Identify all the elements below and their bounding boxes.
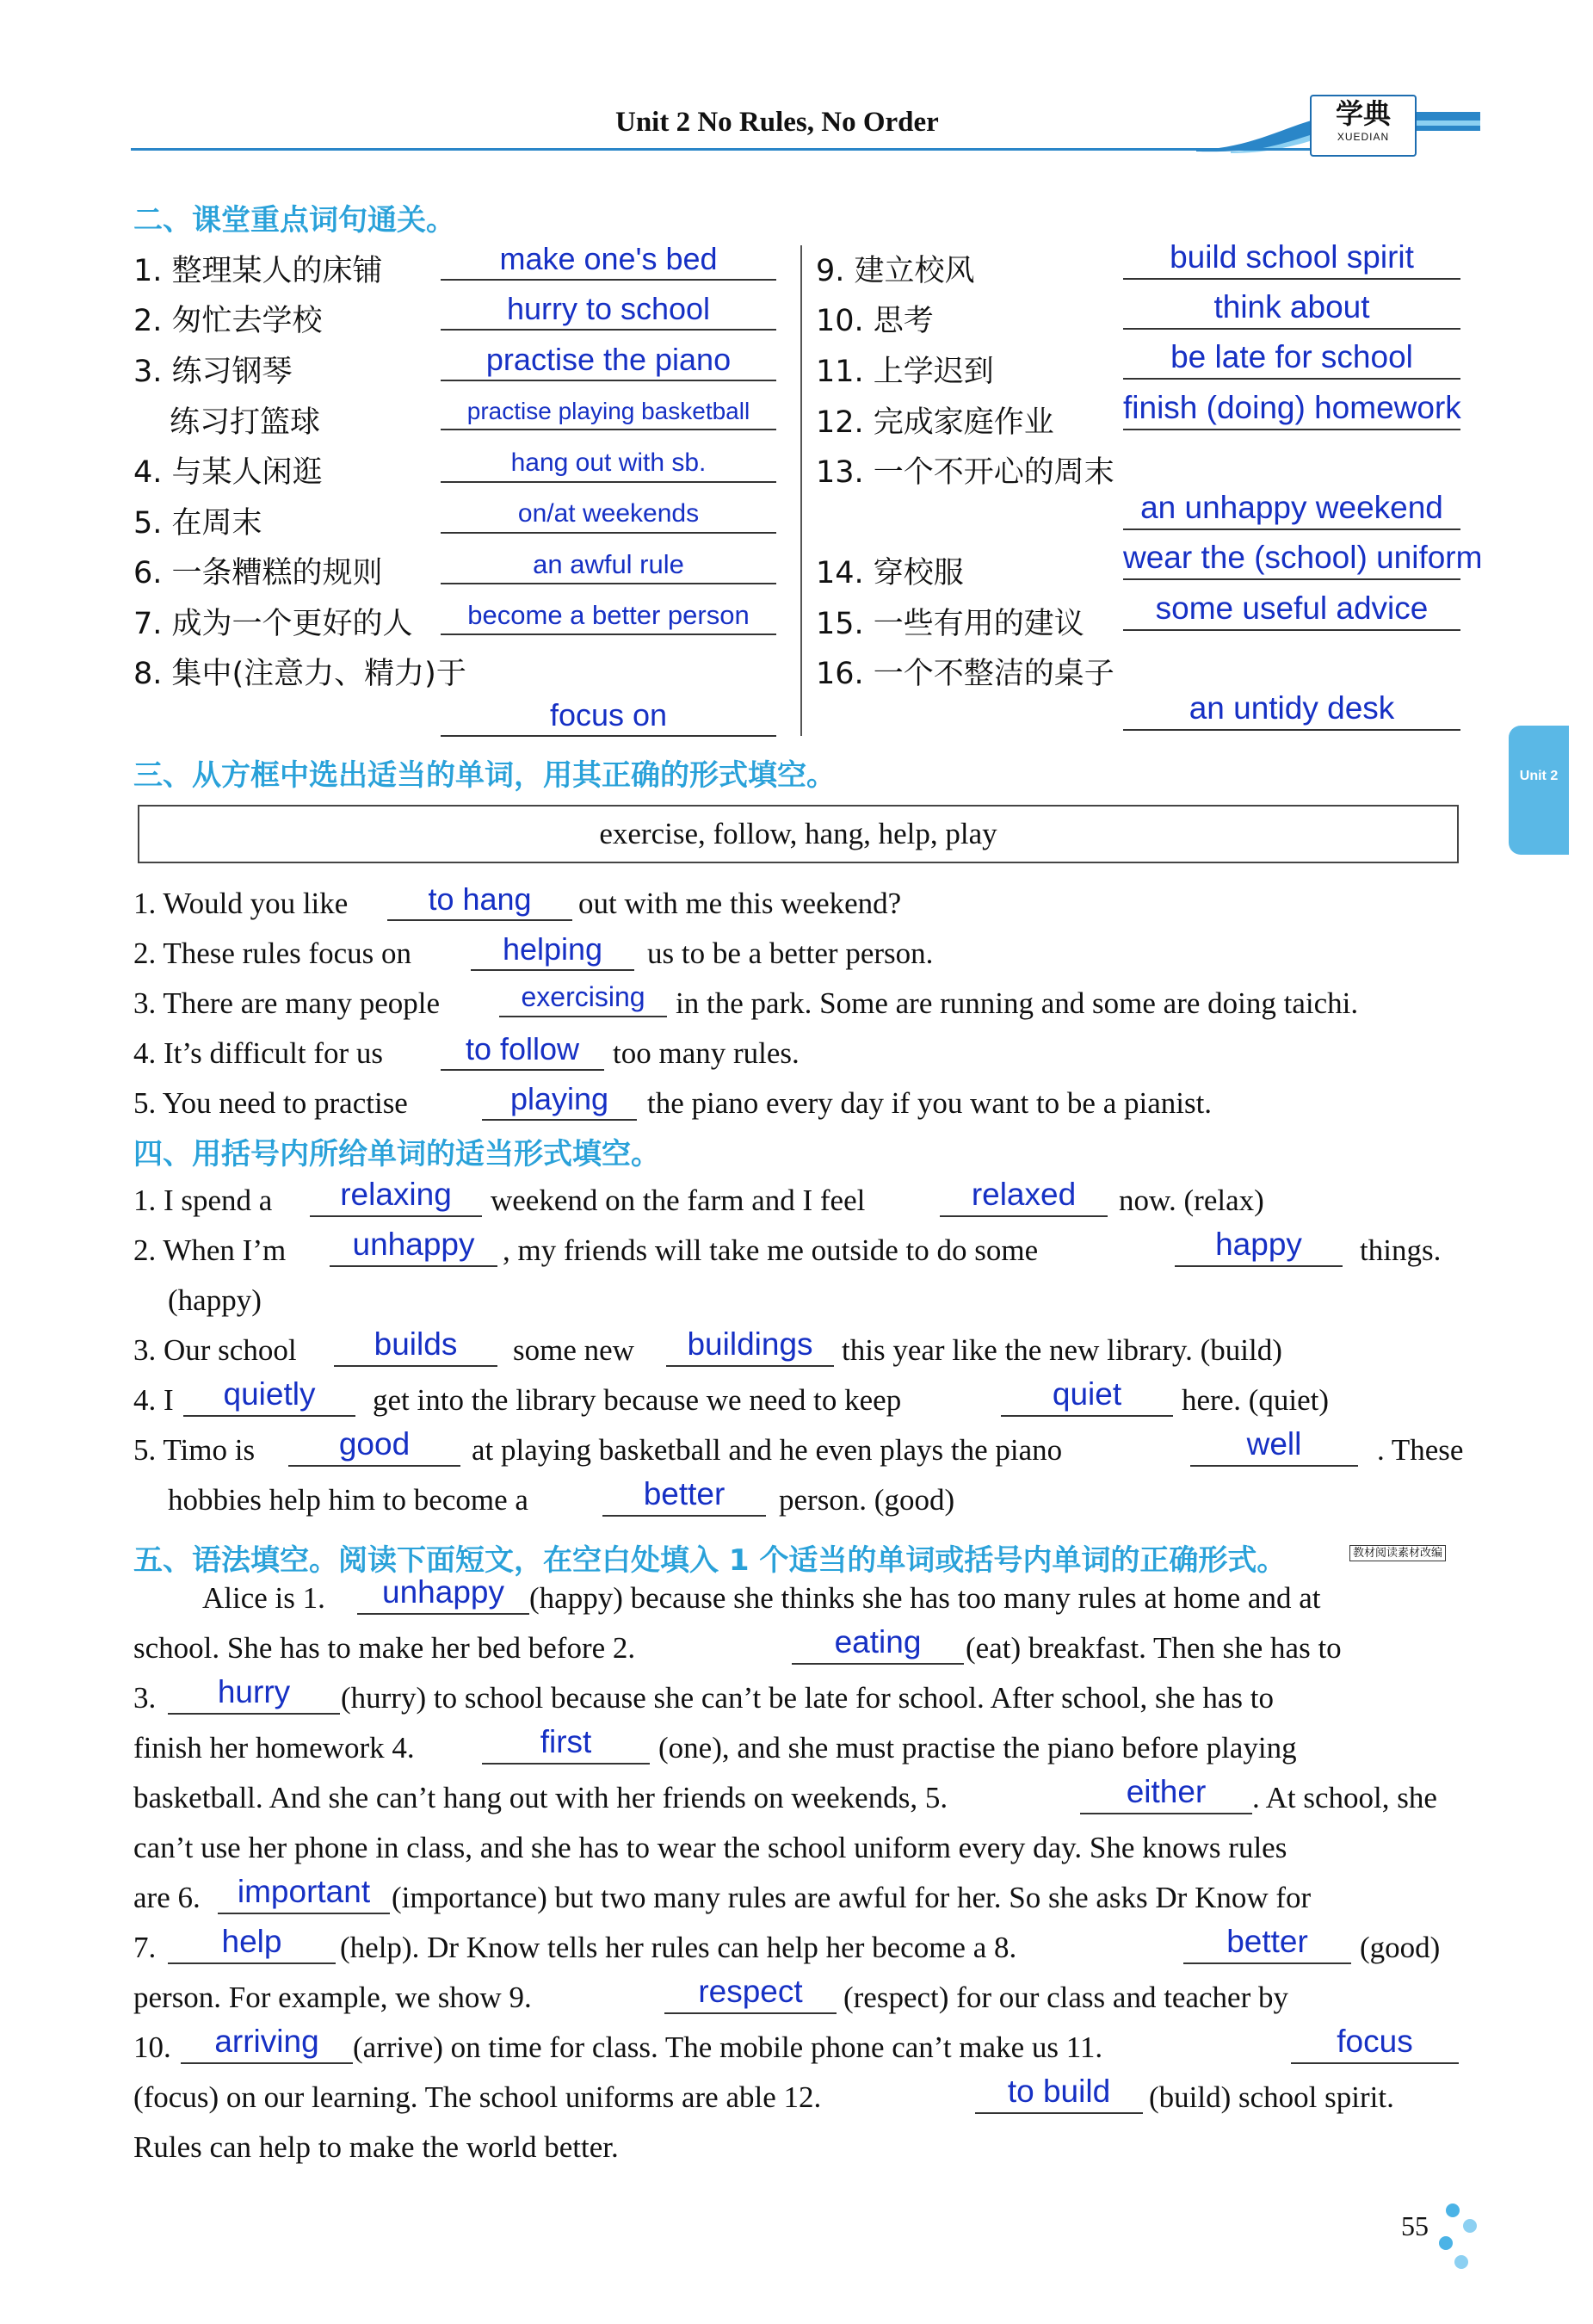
section4-title: 四、用括号内所给单词的适当形式填空。 [133,1137,660,1171]
vocab-answer: finish (doing) homework [1123,390,1461,425]
question-text: get into the library because we need to keep [373,1383,902,1417]
answer-underline [471,969,634,971]
vocab-answer: make one's bed [499,241,718,276]
answer-underline [664,2012,837,2014]
answer-underline [1183,1962,1351,1964]
section5-title: 五、语法填空。阅读下面短文，在空白处填入 1 个适当的单词或括号内单词的正确形式。 [133,1543,1287,1578]
vocab-answer: focus on [549,697,668,732]
vocab-prompt: 12. 完成家庭作业 [816,405,1054,440]
vocab-answer: an awful rule [533,549,684,579]
question-text: 3. There are many people [133,986,440,1020]
passage-text: finish her homework 4. [133,1731,415,1765]
fill-answer: quietly [223,1376,316,1412]
vocab-prompt: 7. 成为一个更好的人 [133,607,413,641]
answer-underline [441,429,776,430]
answer-underline [330,1265,497,1267]
header-rule [131,148,1318,151]
answer-underline [334,1365,497,1367]
fill-answer: to build [1007,2074,1111,2109]
question-text: the piano every day if you want to be a pianist. [647,1086,1213,1120]
fill-answer: quiet [1052,1376,1122,1412]
passage-text: (help). Dr Know tells her rules can help her become a 8. [340,1931,1017,1964]
logo-cn: 学典 [1335,97,1391,130]
passage-text: (importance) but two many rules are awful for her. So she asks Dr Know for [392,1881,1312,1914]
vocab-prompt: 5. 在周末 [133,506,262,541]
question-text: some new [513,1333,634,1367]
question-text: us to be a better person. [647,936,934,970]
answer-underline [288,1465,460,1467]
passage-text: (happy) because she thinks she has too many rules at home and at [529,1581,1321,1615]
answer-underline [441,380,776,381]
question-text: here. (quiet) [1182,1383,1330,1417]
vocab-prompt: 3. 练习钢琴 [133,355,293,389]
fill-answer: playing [509,1081,609,1116]
vocab-answer: hurry to school [506,291,711,326]
question-text: out with me this weekend? [578,887,902,920]
vocab-answer: think about [1213,289,1370,324]
question-text: 1. I spend a [133,1184,273,1217]
question-text: person. (good) [779,1483,955,1517]
vocab-prompt: 1. 整理某人的床铺 [133,254,383,288]
answer-underline [1123,578,1460,580]
passage-text: (eat) breakfast. Then she has to [966,1631,1342,1665]
logo-en: XUEDIAN [1337,131,1390,143]
section3-title: 三、从方框中选出适当的单词，用其正确的形式填空。 [133,758,836,793]
question-text: (happy) [168,1283,262,1317]
answer-underline [441,583,776,584]
vocab-answer: become a better person [467,600,750,630]
vocab-answer: wear the (school) uniform [1123,540,1483,575]
source-note: 教材阅读素材改编 [1349,1543,1446,1561]
vocab-answer: some useful advice [1155,590,1429,626]
vocab-prompt: 13. 一个不开心的周末 [816,455,1114,490]
section2-title: 二、课堂重点词句通关。 [133,203,455,238]
vocab-prompt: 4. 与某人闲逛 [133,455,323,490]
question-text: 5. Timo is [133,1433,256,1467]
fill-answer: builds [374,1326,458,1362]
vocab-prompt: 6. 一条糟糕的规则 [133,556,383,590]
vocab-answer: be late for school [1170,339,1413,374]
vocab-prompt: 8. 集中(注意力、精力)于 [133,657,466,691]
answer-underline [357,1613,529,1615]
fill-answer: helping [502,931,603,967]
fill-answer: respect [698,1974,803,2009]
passage-text: . At school, she [1252,1781,1437,1814]
answer-underline [1123,429,1460,430]
question-text: 2. These rules focus on [133,936,412,970]
vocab-prompt: 9. 建立校风 [816,254,975,288]
vocab-prompt: 14. 穿校服 [816,556,964,590]
fill-answer: either [1126,1774,1207,1809]
answer-underline [482,1119,637,1121]
vocab-answer: practise playing basketball [466,398,750,424]
answer-underline [441,1069,604,1071]
word-box: exercise, follow, hang, help, play [138,805,1459,863]
dot-decoration [1446,2203,1460,2217]
question-text: , my friends will take me outside to do some [503,1233,1039,1267]
fill-answer: important [237,1874,371,1909]
vocab-answer: hang out with sb. [510,448,707,477]
question-text: 4. It’s difficult for us [133,1036,384,1070]
answer-underline [168,1713,340,1715]
fill-answer: relaxed [971,1177,1077,1212]
side-tab-label: Unit 2 [1519,769,1559,783]
passage-text: basketball. And she can’t hang out with her friends on weekends, 5. [133,1781,948,1814]
answer-underline [940,1215,1108,1217]
passage-text: school. She has to make her bed before 2. [133,1631,636,1665]
passage-text: (hurry) to school because she can’t be late for school. After school, she has to [341,1681,1275,1715]
vocab-answer: practise the piano [485,342,732,377]
answer-underline [1123,528,1460,530]
fill-answer: to hang [428,881,532,917]
fill-answer: first [540,1724,592,1759]
dot-decoration [1454,2255,1468,2269]
passage-text: 7. [133,1931,157,1964]
answer-underline [1123,378,1460,380]
vocab-answer: an unhappy weekend [1140,490,1443,525]
fill-answer: help [221,1924,282,1959]
answer-underline [441,634,776,635]
fill-answer: unhappy [382,1574,504,1610]
answer-underline [499,1016,667,1017]
question-text: hobbies help him to become a [168,1483,528,1517]
fill-answer: hurry [217,1674,291,1709]
answer-underline [1123,328,1460,330]
answer-underline [1123,729,1460,731]
fill-answer: buildings [687,1326,813,1362]
answer-underline [441,329,776,331]
answer-underline [441,279,776,281]
answer-underline [1175,1265,1343,1267]
fill-answer: relaxing [340,1177,452,1212]
page-number: 55 [1401,2210,1429,2241]
fill-answer: better [1226,1924,1308,1959]
question-text: in the park. Some are running and some are doing taichi. [676,986,1359,1020]
passage-text: (build) school spirit. [1149,2080,1394,2114]
answer-underline [218,1913,390,1914]
unit-side-tab [1509,726,1569,855]
question-text: this year like the new library. (build) [842,1333,1282,1367]
fill-answer: good [338,1426,411,1462]
question-text: too many rules. [613,1036,800,1070]
question-text: 2. When I’m [133,1233,287,1267]
question-text: at playing basketball and he even plays the piano [472,1433,1063,1467]
fill-answer: better [643,1476,725,1511]
question-text: things. [1360,1233,1442,1267]
passage-text: (focus) on our learning. The school uniforms are able 12. [133,2080,822,2114]
question-text: 3. Our school [133,1333,297,1367]
vocab-answer: an untidy desk [1189,690,1395,726]
answer-underline [387,919,572,921]
passage-text: (one), and she must practise the piano before playing [658,1731,1297,1765]
answer-underline [1080,1813,1252,1814]
answer-underline [1123,629,1460,631]
passage-text: are 6. [133,1881,201,1914]
answer-underline [181,2062,353,2064]
question-text: weekend on the farm and I feel [491,1184,866,1217]
passage-text: (arrive) on time for class. The mobile phone can’t make us 11. [353,2030,1103,2064]
answer-underline [1291,2062,1459,2064]
dot-decoration [1463,2219,1477,2233]
passage-text: (good) [1360,1931,1441,1964]
question-text: 1. Would you like [133,887,349,920]
vocab-prompt: 2. 匆忙去学校 [133,304,323,338]
passage-text: 3. [133,1681,157,1715]
answer-underline [666,1365,834,1367]
answer-underline [482,1763,650,1765]
dot-decoration [1439,2236,1453,2250]
question-text: now. (relax) [1119,1184,1264,1217]
fill-answer: unhappy [352,1227,475,1262]
xuedian-logo [1310,95,1417,157]
passage-text: Alice is 1. [202,1581,325,1615]
fill-answer: eating [834,1624,922,1660]
fill-answer: happy [1215,1227,1302,1262]
vocab-prompt: 16. 一个不整洁的桌子 [816,657,1114,691]
answer-underline [1001,1415,1173,1417]
question-text: 5. You need to practise [133,1086,408,1120]
passage-text: person. For example, we show 9. [133,1981,532,2014]
column-divider [800,245,802,736]
vocab-answer: build school spirit [1170,239,1414,275]
vocab-answer: on/at weekends [517,499,700,528]
answer-underline [441,735,776,737]
answer-underline [441,532,776,534]
vocab-prompt: 15. 一些有用的建议 [816,607,1084,641]
answer-underline [975,2112,1143,2114]
fill-answer: to follow [465,1031,580,1066]
question-text: 4. I [133,1383,174,1417]
fill-answer: exercising [521,981,645,1012]
question-text: . These [1377,1433,1464,1467]
answer-underline [1190,1465,1358,1467]
passage-text: Rules can help to make the world better. [133,2130,619,2164]
passage-text: 10. [133,2030,171,2064]
vocab-prompt: 练习打篮球 [170,405,321,440]
answer-underline [441,481,776,483]
fill-answer: arriving [214,2024,319,2059]
answer-underline [310,1215,482,1217]
answer-underline [792,1663,964,1665]
answer-underline [168,1962,336,1964]
unit-title: Unit 2 No Rules, No Order [615,107,939,138]
fill-answer: focus [1337,2024,1413,2059]
fill-answer: well [1246,1426,1302,1462]
passage-text: can’t use her phone in class, and she has to wear the school uniform every day. She knows rules [133,1831,1287,1864]
answer-underline [602,1515,766,1517]
passage-text: (respect) for our class and teacher by [843,1981,1288,2014]
answer-underline [1123,278,1460,280]
vocab-prompt: 10. 思考 [816,304,934,338]
answer-underline [183,1415,355,1417]
vocab-prompt: 11. 上学迟到 [816,355,994,389]
